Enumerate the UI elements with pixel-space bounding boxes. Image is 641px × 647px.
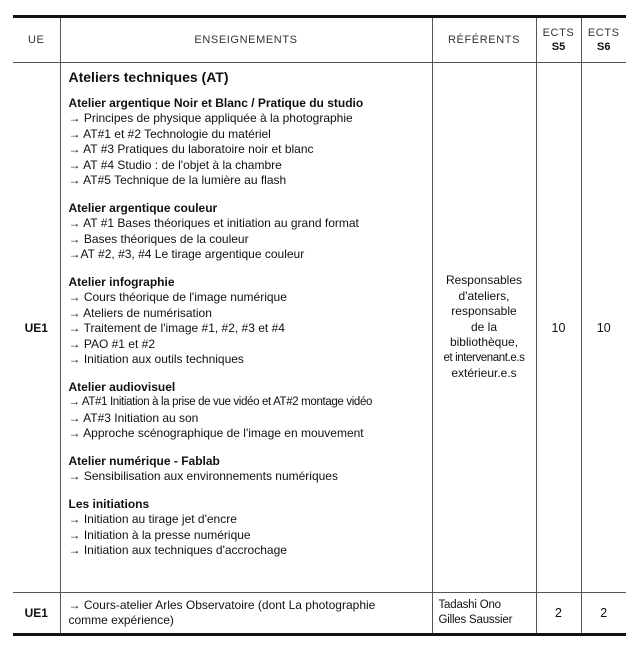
ue-cell: UE1: [13, 63, 60, 593]
section-infographie: [69, 275, 428, 368]
course-line: comme expérience): [68, 613, 174, 627]
table-header-row: [13, 17, 626, 63]
list-item: → PAO #1 et #2: [68, 336, 155, 351]
referent-name: Gilles Saussier: [438, 614, 513, 626]
list-item: → AT#5 Technique de la lumière au flash: [68, 173, 287, 187]
main-title: Ateliers techniques (AT): [68, 69, 229, 85]
list-item: → AT#3 Initiation au son: [68, 410, 199, 425]
header-s5: S5: [551, 41, 566, 53]
list-item: → AT #1 Bases théoriques et initiation au grand format: [68, 216, 359, 230]
list-item: → Approche scénographique de l'image en mouvement: [68, 426, 364, 440]
referent-line: et intervenant.e.s: [443, 351, 525, 364]
list-item: → Principes de physique appliquée à la photographie: [68, 111, 353, 125]
curriculum-table-wrapper: [13, 15, 626, 636]
list-item: → AT#1 Initiation à la prise de vue vidéo et AT#2 montage vidéo: [68, 396, 373, 408]
table-row: [13, 63, 626, 593]
referent-name: Tadashi Ono: [438, 599, 501, 611]
list-item: → Cours théorique de l'image numérique: [68, 290, 287, 304]
referent-line: extérieur.e.s: [451, 366, 517, 381]
list-item: → Traitement de l'image #1, #2, #3 et #4: [68, 321, 285, 335]
section-title: Atelier numérique - Fablab: [68, 453, 220, 468]
section-title: Atelier argentique couleur: [68, 200, 218, 215]
section-title: Les initiations: [68, 496, 150, 511]
enseignements-cell: [60, 63, 432, 593]
table-row: [13, 593, 626, 635]
header-ects-label: ECTS: [587, 27, 620, 39]
ects-s5-value: 10: [536, 63, 581, 593]
list-item: → Bases théoriques de la couleur: [68, 231, 249, 246]
referents-cell: [432, 593, 536, 635]
list-item: → AT#1 et #2 Technologie du matériel: [68, 126, 271, 141]
section-title: Atelier audiovisuel: [68, 379, 176, 394]
list-item: → Initiation au tirage jet d'encre: [68, 512, 237, 526]
ects-s6-value: 2: [581, 593, 626, 635]
header-referents: RÉFÉRENTS: [432, 17, 536, 63]
section-audiovisuel: [69, 380, 428, 442]
enseignements-cell: [60, 593, 432, 635]
list-item: → Initiation aux techniques d'accrochage: [68, 543, 287, 557]
list-item: → Sensibilisation aux environnements numériques: [68, 469, 338, 483]
header-ects-s5: [536, 17, 581, 63]
list-item: → Initiation aux outils techniques: [68, 352, 244, 366]
header-ue: UE: [13, 17, 60, 63]
referent-line: d'ateliers,: [458, 288, 510, 303]
referent-line: bibliothèque,: [449, 335, 519, 350]
curriculum-table: [13, 15, 626, 636]
course-line: → Cours-atelier Arles Observatoire (dont La photographie: [68, 598, 376, 612]
section-fablab: [69, 454, 428, 485]
ue-cell: UE1: [13, 593, 60, 635]
referent-line: responsable: [451, 304, 517, 319]
section-noir-et-blanc: [69, 96, 428, 189]
list-item: →AT #2, #3, #4 Le tirage argentique couleur: [68, 247, 305, 261]
header-s6: S6: [597, 41, 611, 53]
ects-s6-value: 10: [581, 63, 626, 593]
header-ects-label: ECTS: [542, 27, 575, 39]
header-enseignements: ENSEIGNEMENTS: [60, 17, 432, 63]
referent-line: de la: [470, 319, 498, 334]
list-item: → Ateliers de numérisation: [68, 305, 212, 320]
header-ects-s6: [581, 17, 626, 63]
list-item: → AT #3 Pratiques du laboratoire noir et blanc: [68, 142, 314, 156]
section-initiations: [69, 497, 428, 559]
referent-line: Responsables: [445, 273, 523, 288]
section-title: Atelier infographie: [68, 274, 175, 289]
section-title: Atelier argentique Noir et Blanc / Pratique du studio: [68, 95, 364, 110]
list-item: → AT #4 Studio : de l'objet à la chambre: [68, 157, 282, 172]
referents-cell: [432, 63, 536, 593]
section-couleur: [69, 201, 428, 263]
list-item: → Initiation à la presse numérique: [68, 527, 251, 542]
ects-s5-value: 2: [536, 593, 581, 635]
